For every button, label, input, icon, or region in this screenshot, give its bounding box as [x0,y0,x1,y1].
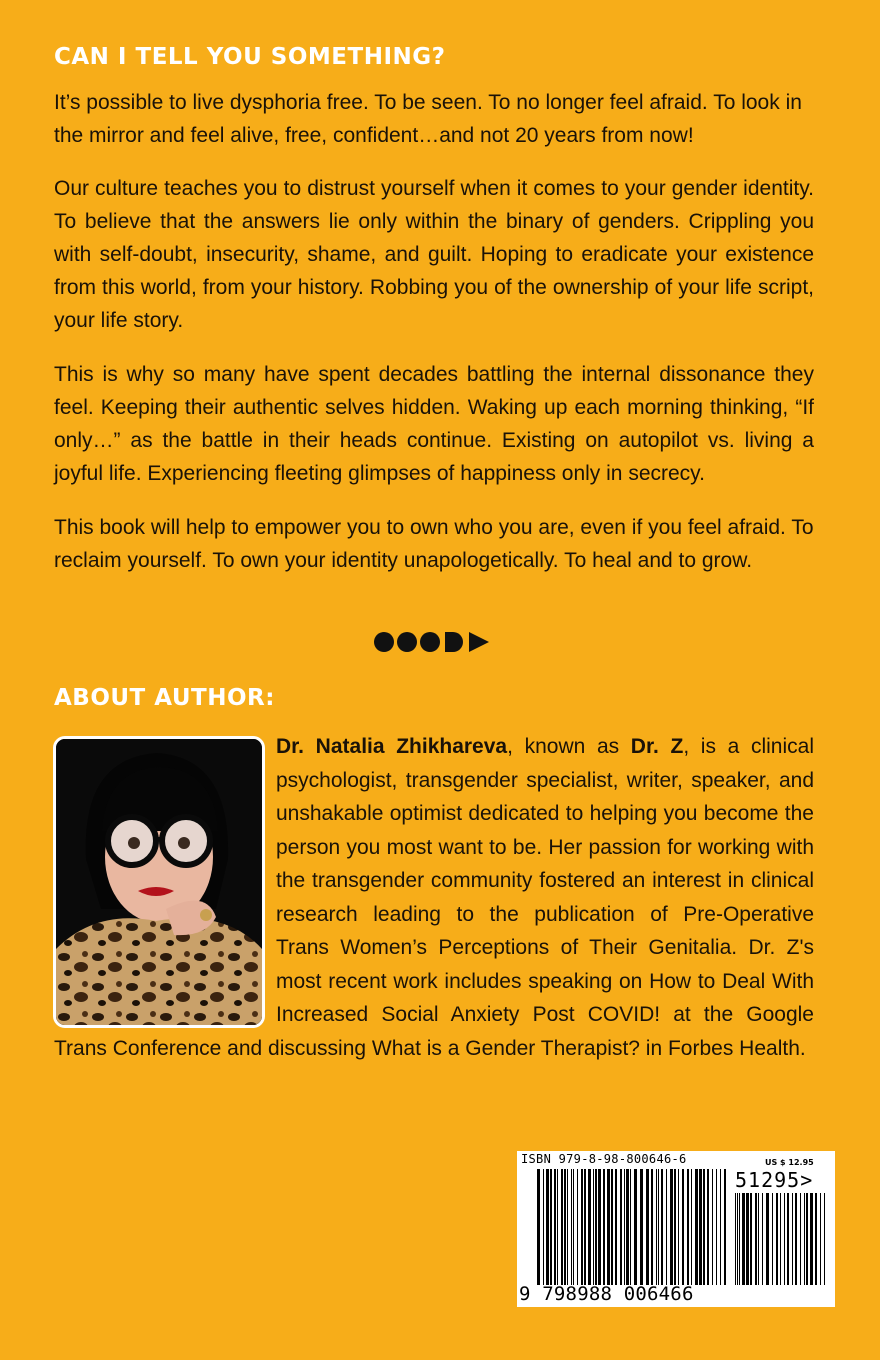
divider-dot [397,632,417,652]
divider-half-dot [445,632,463,652]
barcode-bar [598,1169,601,1285]
barcode-bar [737,1193,738,1285]
author-bio: Dr. Natalia Zhikhareva, known as Dr. Z, is a clinical psychologist, transgender specialist, writer, speaker, and unshakable optimist dedicated to helping you become the person you most want to be. Her passion for working with the transgender community fostered an interest in clinical research leading to the publication of Pre-Operative Trans Women’s Perceptions of Their Genitalia. Dr. Z's most recent work includes speaking on How to Deal With Increased Social Anxiety Post COVID! at the Google Trans Conference and discussing What is a Gender Therapist? in Forbes Health. [54,735,814,1060]
barcode-bar [581,1169,583,1285]
barcode-bar [537,1169,540,1285]
barcode-bar [615,1169,617,1285]
barcode-bar [661,1169,663,1285]
barcode-bar [607,1169,610,1285]
divider-dot [420,632,440,652]
barcode-bar [571,1169,572,1285]
barcode-bar [593,1169,594,1285]
barcode-bars [537,1169,729,1285]
barcode-addon-bars [735,1193,829,1285]
barcode-bar [815,1193,817,1285]
barcode-bar [561,1169,563,1285]
barcode-bar [595,1169,597,1285]
barcode-bar [787,1193,789,1285]
barcode-bar [577,1169,578,1285]
barcode-bar [666,1169,667,1285]
paragraph-1: It’s possible to live dysphoria free. To be seen. To no longer feel afraid. To look in the mirror and feel alive, free, confident…and not 20 years from now! [54,91,802,147]
barcode-bar [584,1169,586,1285]
barcode-bar [611,1169,613,1285]
barcode-bar [724,1169,726,1285]
divider-arrow [469,632,489,652]
barcode-bar [634,1169,637,1285]
barcode-bar [640,1169,643,1285]
barcode-bar [573,1169,574,1285]
barcode-bar [624,1169,625,1285]
section-heading-author: ABOUT AUTHOR: [54,685,275,711]
dots-arrows-divider [373,630,493,654]
barcode-bar [720,1169,721,1285]
price-label: US $ 12.95 [765,1158,814,1167]
barcode-bar [800,1193,801,1285]
barcode-bar [772,1193,773,1285]
barcode-bar [620,1169,622,1285]
barcode-bar [716,1169,717,1285]
paragraph-4: This book will help to empower you to own who you are, even if you feel afraid. To reclaim yourself. To own your identity unapologetically. To heal and to grow. [54,516,814,572]
barcode-bar [695,1169,698,1285]
barcode-bar [792,1193,793,1285]
barcode-bar [824,1193,825,1285]
barcode-bar [739,1193,740,1285]
barcode-bar [776,1193,778,1285]
barcode-bar [742,1193,745,1285]
barcode-bar [795,1193,797,1285]
paragraph-3: This is why so many have spent decades battling the internal dissonance they feel. Keeping their authentic selves hidden. Waking up each morning thinking, “If only…” as the battle in their heads continue. Existing on autopilot vs. living a joyful life. Experiencing fleeting glimpses of happiness only in secrecy. [54,363,814,485]
barcode-bar [546,1169,549,1285]
author-nickname: Dr. Z [630,735,684,758]
barcode-bar [758,1193,759,1285]
barcode-bar [691,1169,692,1285]
barcode-bar [755,1193,757,1285]
barcode-bar [630,1169,631,1285]
barcode-bar [564,1169,566,1285]
barcode-bar [687,1169,689,1285]
barcode-bar [746,1193,749,1285]
barcode-bar [810,1193,813,1285]
isbn-number: ISBN 979-8-98-800646-6 [521,1152,687,1166]
barcode-bar [804,1193,805,1285]
barcode-bar [670,1169,673,1285]
isbn-barcode [517,1151,835,1307]
barcode-bar [588,1169,591,1285]
barcode-bar [707,1169,709,1285]
barcode-bar [658,1169,659,1285]
barcode-bar [543,1169,544,1285]
barcode-bar [674,1169,676,1285]
section-heading-tell: CAN I TELL YOU SOMETHING? [54,44,446,70]
paragraph-2: Our culture teaches you to distrust yourself when it comes to your gender identity. To believe that the answers lie only within the binary of genders. Crippling you with self-doubt, insecurity, shame, and guilt. Hoping to eradicate your existence from this world, from your history. Robbing you of the ownership of your life script, your life story. [54,177,814,332]
barcode-bar [699,1169,702,1285]
barcode-bar [766,1193,769,1285]
barcode-bar [712,1169,713,1285]
barcode-bar [762,1193,763,1285]
barcode-bar [735,1193,736,1285]
barcode-bar [651,1169,653,1285]
barcode-bar [678,1169,679,1285]
barcode-bar [646,1169,649,1285]
barcode-bar [703,1169,705,1285]
barcode-bar [550,1169,552,1285]
ean-digits: 9 798988 006466 [519,1283,694,1305]
barcode-bar [554,1169,556,1285]
barcode-bar [750,1193,752,1285]
barcode-bar [820,1193,821,1285]
divider-dot [374,632,394,652]
barcode-bar [557,1169,558,1285]
barcode-bar [626,1169,629,1285]
barcode-bar [567,1169,568,1285]
barcode-bar [780,1193,781,1285]
barcode-bar [784,1193,785,1285]
barcode-bar [806,1193,808,1285]
barcode-bar [682,1169,684,1285]
barcode-bar [603,1169,605,1285]
barcode-bar [656,1169,657,1285]
price-code: 51295> [735,1168,814,1192]
author-name: Dr. Natalia Zhikhareva [276,735,508,758]
